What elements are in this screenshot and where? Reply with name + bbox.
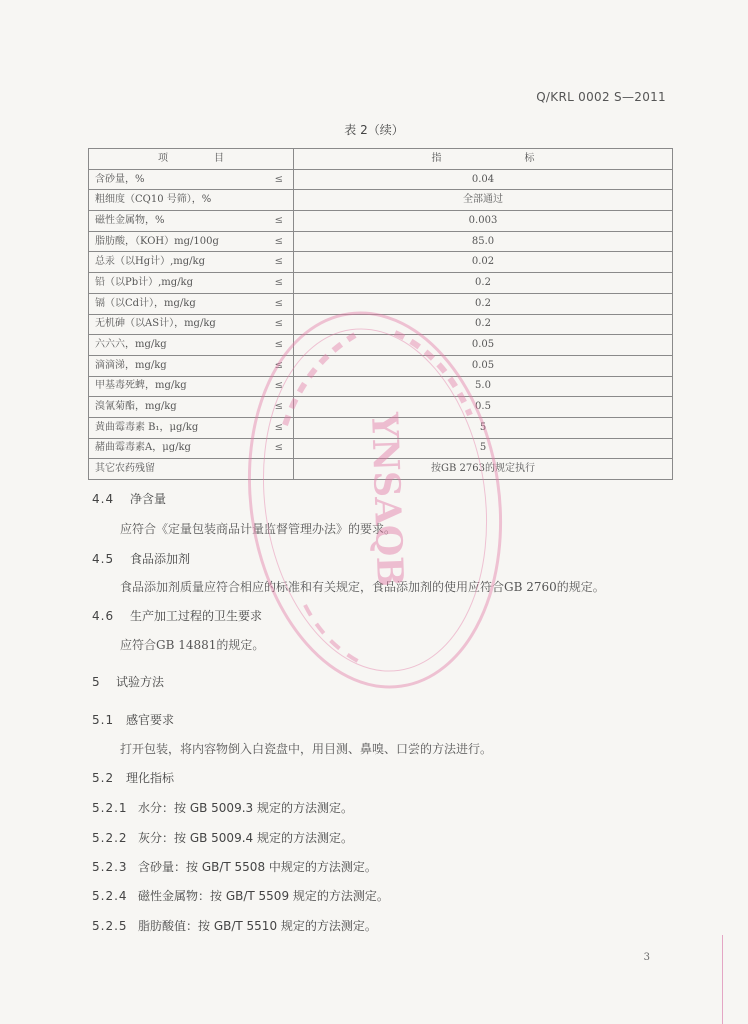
item-label: 滴滴涕，mg/kg — [95, 359, 167, 371]
item-label: 溴氰菊酯，mg/kg — [95, 401, 177, 413]
table-row — [89, 190, 673, 211]
table-row — [89, 376, 673, 397]
section-title: 净含量 — [130, 492, 167, 506]
operator: ≤ — [274, 380, 283, 392]
subsection — [92, 917, 377, 934]
value-cell: 0.02 — [294, 252, 673, 273]
item-label: 甲基毒死蜱，mg/kg — [95, 380, 187, 392]
spec-table — [88, 148, 673, 480]
section-body: 应符合《定量包装商品计量监督管理办法》的要求。 — [120, 522, 397, 536]
header-item-char: 目 — [214, 152, 224, 164]
value-cell: 5 — [294, 417, 673, 438]
table-row — [89, 252, 673, 273]
item-cell — [89, 169, 294, 190]
item-cell — [89, 355, 294, 376]
item-label: 粗细度（CQ10 号筛），% — [95, 194, 212, 206]
table-row — [89, 211, 673, 232]
section-heading — [92, 490, 166, 507]
item-cell — [89, 273, 294, 294]
table-row — [89, 273, 673, 294]
table-row — [89, 231, 673, 252]
value-cell: 全部通过 — [294, 190, 673, 211]
section-title: 试验方法 — [116, 675, 165, 689]
header-indicator-char: 标 — [524, 152, 535, 164]
value-cell: 按GB 2763的规定执行 — [294, 459, 673, 480]
section-number: 5.2 — [92, 771, 115, 785]
operator: ≤ — [274, 318, 283, 330]
section-heading — [92, 550, 190, 567]
header-indicator-char: 指 — [431, 152, 442, 164]
section-heading — [92, 673, 164, 690]
value-cell: 0.05 — [294, 355, 673, 376]
section-number: 5 — [92, 675, 101, 689]
section-title: 食品添加剂 — [130, 552, 191, 566]
item-label: 铅（以Pb计）,mg/kg — [95, 276, 194, 288]
section-heading — [92, 769, 174, 786]
standard-code: Q/KRL 0002 S—2011 — [536, 90, 666, 104]
section-number: 5.2.4 — [92, 889, 128, 903]
item-cell — [89, 293, 294, 314]
value-cell: 0.2 — [294, 273, 673, 294]
table-row — [89, 459, 673, 480]
item-label: 赭曲霉毒素A，μg/kg — [95, 442, 191, 454]
item-cell — [89, 231, 294, 252]
item-label: 脂肪酸，（KOH）mg/100g — [95, 235, 219, 247]
operator: ≤ — [274, 339, 283, 351]
subsection — [92, 858, 377, 875]
item-label: 无机砷（以AS计），mg/kg — [95, 318, 216, 330]
table-row — [89, 397, 673, 418]
value-cell: 5 — [294, 438, 673, 459]
subsection-text: 磁性金属物：按 GB/T 5509 规定的方法测定。 — [138, 889, 389, 903]
section-body: 应符合GB 14881的规定。 — [120, 638, 265, 652]
page-number: 3 — [643, 952, 650, 963]
operator: ≤ — [274, 297, 283, 309]
item-cell — [89, 314, 294, 335]
operator: ≤ — [274, 442, 283, 454]
section-number: 4.5 — [92, 552, 115, 566]
subsection-text: 脂肪酸值：按 GB/T 5510 规定的方法测定。 — [138, 919, 377, 933]
section-number: 5.1 — [92, 713, 115, 727]
operator: ≤ — [274, 214, 283, 226]
subsection — [92, 829, 353, 846]
item-cell — [89, 417, 294, 438]
operator: ≤ — [274, 421, 283, 433]
table-row — [89, 314, 673, 335]
section-number: 4.4 — [92, 492, 115, 506]
section-number: 5.2.2 — [92, 831, 128, 845]
table-row — [89, 169, 673, 190]
header-item — [89, 149, 294, 170]
table-header-row — [89, 149, 673, 170]
section-heading — [92, 711, 174, 728]
table-row — [89, 417, 673, 438]
value-cell: 0.04 — [294, 169, 673, 190]
section-number: 5.2.5 — [92, 919, 128, 933]
subsection — [92, 887, 389, 904]
section-body: 食品添加剂质量应符合相应的标准和有关规定，食品添加剂的使用应符合GB 2760的规定。 — [120, 580, 605, 594]
table-caption: 表 2（续） — [344, 123, 404, 137]
section-number: 5.2.1 — [92, 801, 128, 815]
section-title: 理化指标 — [126, 771, 175, 785]
header-item-char: 项 — [158, 152, 168, 164]
value-cell: 0.05 — [294, 335, 673, 356]
item-cell — [89, 438, 294, 459]
item-cell — [89, 459, 294, 480]
value-cell: 5.0 — [294, 376, 673, 397]
item-cell — [89, 211, 294, 232]
subsection-text: 水分：按 GB 5009.3 规定的方法测定。 — [138, 801, 353, 815]
item-label: 六六六，mg/kg — [95, 339, 167, 351]
subsection-text: 含砂量：按 GB/T 5508 中规定的方法测定。 — [138, 860, 377, 874]
section-number: 5.2.3 — [92, 860, 128, 874]
value-cell: 0.003 — [294, 211, 673, 232]
item-label: 磁性金属物，% — [95, 214, 165, 226]
section-title: 生产加工过程的卫生要求 — [130, 609, 263, 623]
table-row — [89, 293, 673, 314]
operator: ≤ — [274, 359, 283, 371]
operator: ≤ — [274, 235, 283, 247]
table-row — [89, 355, 673, 376]
value-cell: 0.2 — [294, 314, 673, 335]
scan-edge-line — [722, 935, 723, 1024]
section-heading — [92, 607, 262, 624]
operator: ≤ — [274, 173, 283, 185]
section-number: 4.6 — [92, 609, 115, 623]
section-title: 感官要求 — [126, 713, 175, 727]
item-cell — [89, 335, 294, 356]
stamp-lower-marks — [305, 605, 365, 665]
item-label: 其它农药残留 — [95, 463, 155, 475]
value-cell: 0.5 — [294, 397, 673, 418]
table-row — [89, 335, 673, 356]
section-body: 打开包装，将内容物倒入白瓷盘中，用目测、鼻嗅、口尝的方法进行。 — [120, 742, 493, 756]
item-cell — [89, 397, 294, 418]
subsection — [92, 799, 353, 816]
operator: ≤ — [274, 256, 283, 268]
table-row — [89, 438, 673, 459]
item-label: 总汞（以Hg计）,mg/kg — [95, 256, 206, 268]
value-cell: 85.0 — [294, 231, 673, 252]
operator: ≤ — [274, 401, 283, 413]
item-cell — [89, 252, 294, 273]
header-indicator — [294, 149, 673, 170]
subsection-text: 灰分：按 GB 5009.4 规定的方法测定。 — [138, 831, 353, 845]
item-cell — [89, 190, 294, 211]
item-label: 黄曲霉毒素 B₁，μg/kg — [95, 421, 199, 433]
stamp-text: YNSAQB — [362, 411, 412, 588]
value-cell: 0.2 — [294, 293, 673, 314]
item-label: 含砂量，% — [95, 173, 145, 185]
item-label: 镉（以Cd计），mg/kg — [95, 297, 196, 309]
operator: ≤ — [274, 276, 283, 288]
item-cell — [89, 376, 294, 397]
